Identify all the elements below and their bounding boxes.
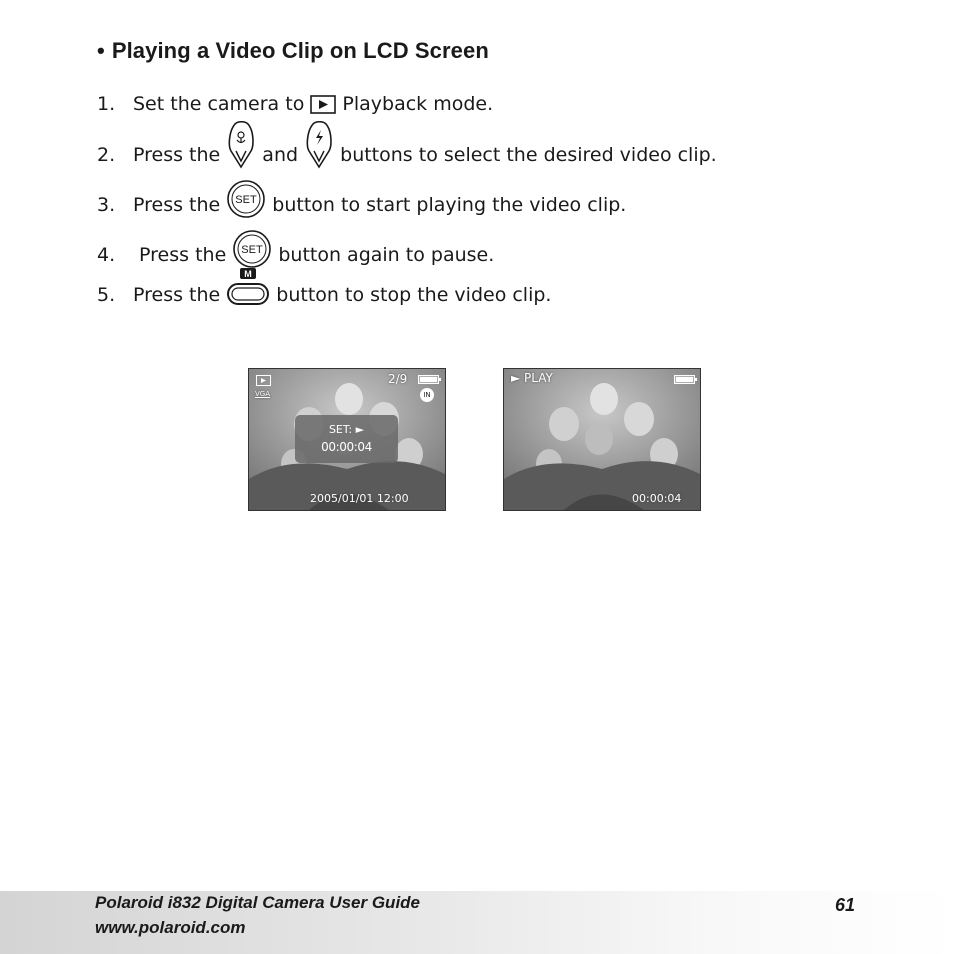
step-number: 3. [97, 194, 116, 216]
footer-title: Polaroid i832 Digital Camera User Guide [95, 893, 421, 912]
step-3 [97, 190, 626, 220]
footer-url: www.polaroid.com [95, 918, 246, 937]
step-text: Playback mode. [336, 93, 494, 115]
step-text: buttons to select the desired video clip. [334, 144, 717, 166]
elapsed-time: 00:00:04 [321, 440, 372, 454]
step-text: Press the [133, 194, 227, 216]
step-1 [97, 89, 493, 119]
step-4 [97, 240, 494, 270]
step-number: 4. [97, 244, 116, 266]
step-number: 1. [97, 93, 116, 115]
step-text: button to stop the video clip. [270, 284, 552, 306]
page-number: 61 [835, 895, 856, 915]
lcd-screen-playing [503, 368, 701, 511]
left-macro-button-icon [226, 121, 256, 169]
set-button-icon [232, 229, 272, 269]
right-flash-button-icon [304, 121, 334, 169]
set-button-label: SET [235, 194, 257, 206]
step-text: Press the [133, 284, 227, 306]
battery-icon [418, 375, 439, 384]
step-number: 2. [97, 144, 116, 166]
step-text: and [256, 144, 305, 166]
step-text: button again to pause. [272, 244, 495, 266]
menu-button-icon [226, 267, 270, 307]
family-photo-image [504, 369, 700, 510]
internal-memory-icon: IN [420, 388, 434, 402]
set-button-icon [226, 179, 266, 219]
heading-text: Playing a Video Clip on LCD Screen [111, 38, 489, 63]
step-text: Set the camera to [133, 93, 311, 115]
elapsed-time: 00:00:04 [632, 492, 682, 505]
step-2 [97, 140, 717, 170]
step-5 [97, 269, 552, 310]
set-button-label: SET [241, 244, 264, 256]
step-number: 5. [97, 284, 116, 306]
playback-mode-icon [256, 375, 271, 386]
menu-button-label: M [244, 269, 253, 279]
heading-bullet: • [97, 38, 105, 63]
step-text: Press the [133, 244, 233, 266]
set-play-hint: SET: ► [328, 423, 365, 436]
pause-info-box [295, 415, 398, 463]
play-status: ► PLAY [511, 371, 553, 385]
playback-mode-icon [310, 95, 336, 114]
step-text: button to start playing the video clip. [266, 194, 627, 216]
battery-icon [674, 375, 695, 384]
lcd-screen-paused [248, 368, 446, 511]
image-counter: 2/9 [388, 372, 408, 386]
date-time-stamp: 2005/01/01 12:00 [310, 492, 409, 505]
vga-resolution-label: VGA [255, 390, 271, 398]
step-text: Press the [133, 144, 227, 166]
section-heading [97, 38, 489, 64]
